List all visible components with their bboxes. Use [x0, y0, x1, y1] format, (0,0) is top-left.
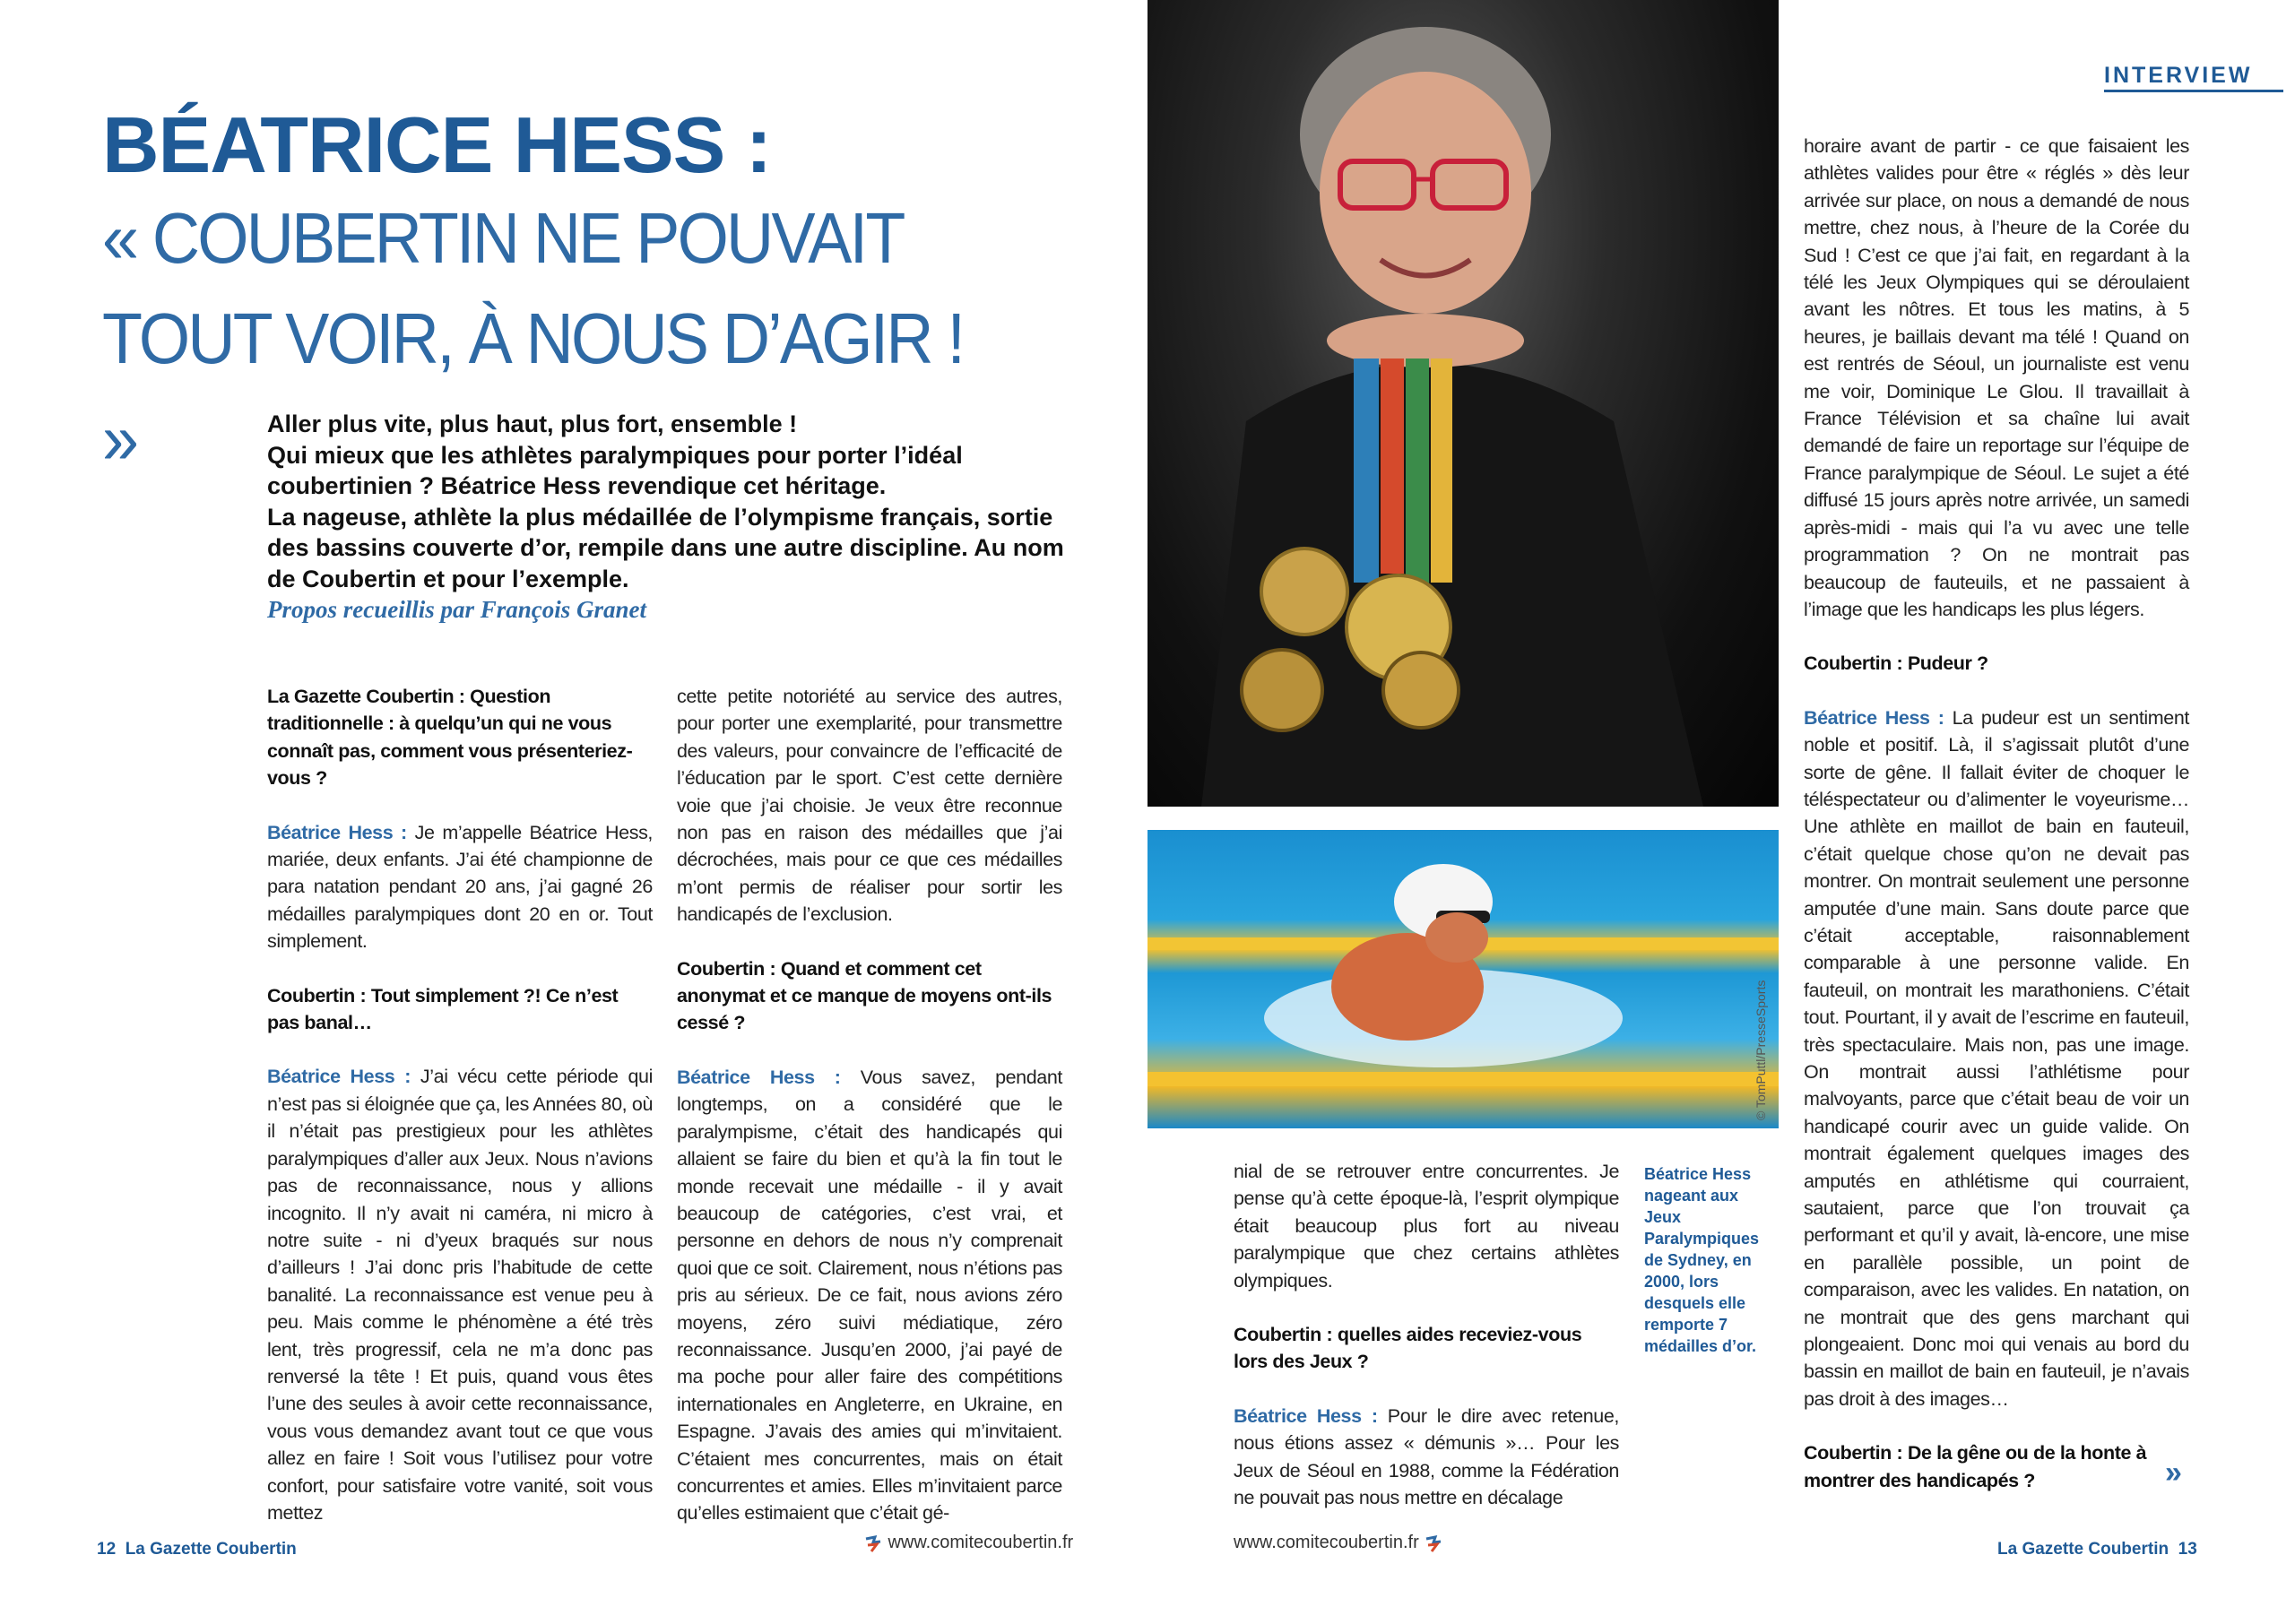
portrait-illustration: [1148, 0, 1779, 807]
text-column-4: [1804, 133, 2189, 1521]
answer-text: nial de se retrouver entre concurrentes. Je pense qu’à cette époque-là, l’esprit olympique était beaucoup plus fort au niveau paralympique que chez certains athlètes olympiques.: [1234, 1161, 1619, 1291]
interview-question: La Gazette Coubertin : Question traditionnelle : à quelqu’un qui ne vous connaît pas, comment vous présenteriez-vous ?: [267, 686, 633, 790]
interview-answer: [267, 1063, 653, 1526]
answer-text: Vous savez, pendant longtemps, on a considéré que le paralympisme, c’était des handicapés qui allaient se faire du bien et qu’à la fin tout le monde recevait une médaille - il y avait beaucoup de catégories, c’est vrai, et personne en dehors de nous n’y comprenait quoi que ce soit. Clairement, nous n’étions pas pris au sérieux. De ce fait, nous avions zéro moyens, zéro suivi médiatique, zéro reconnaissance. Jusqu’en 2000, j’ai payé de ma poche pour aller faire des compétitions internationales en Angleterre, en Ukraine, en Espagne. J’avais des amies qui m’invitaient. C’étaient mes concurrentes, mais on était concurrentes et amies. Elles m’invitaient parce qu’elles estimaient que c’était gé-: [677, 1066, 1062, 1525]
answer-text: Pour le dire avec retenue, nous étions assez « démunis »… Pour les Jeux de Séoul en 1988, comme la Fédération ne pouvait pas nous mettre en décalage: [1234, 1404, 1619, 1509]
answer-text: Je m’appelle Béatrice Hess, mariée, deux enfants. J’ai été championne de para natation pendant 20 ans, j’ai gagné 26 médailles paralympiques dont 20 en or. Tout simplement.: [267, 821, 653, 953]
article-intro: [267, 409, 1074, 626]
continue-arrow-icon: »: [2165, 1456, 2182, 1490]
answer-text: J’ai vécu cette période qui n’est pas si éloignée que ça, les Années 80, où il n’était pas prestigieux pour les athlètes paralympiques d’aller aux Jeux. Nous n’avions pas de reconnaissance, nous y allions incognito. Il n’y avait ni caméra, ni micro à notre suite - ni d’yeux braqués sur nous d’ailleurs ! J’ai donc pris l’habitude de cette banalité. La reconnaissance est venue peu à peu. Mais comme le phénomène a été très lent, très progressif, cela ne m’a donc pas renversé la tête ! Et puis, quand vous êtes l’une des seules à avoir cette reconnaissance, vous vous demandez avant tout ce que vous allez en faire ! Soit vous l’utilisez pour votre confort, pour satisfaire votre vanité, soit vous mettez: [267, 1066, 653, 1524]
text-column-3: [1234, 1158, 1619, 1538]
byline: Propos recueillis par François Granet: [267, 596, 647, 623]
website-link[interactable]: www.comitecoubertin.fr: [888, 1533, 1074, 1552]
speaker-name: Béatrice Hess :: [1804, 706, 1944, 729]
footer-left: [97, 1540, 297, 1559]
website-link[interactable]: www.comitecoubertin.fr: [1234, 1533, 1419, 1552]
intro-line: Qui mieux que les athlètes paralympiques pour porter l’idéal coubertinien ? Béatrice Hess revendique cet héritage.: [267, 441, 963, 499]
interview-question: Coubertin : quelles aides receviez-vous lors des Jeux ?: [1234, 1324, 1582, 1373]
portrait-photo: [1148, 0, 1779, 807]
publication-title-left: La Gazette Coubertin: [125, 1540, 297, 1559]
footer-url-left[interactable]: [862, 1533, 1073, 1555]
section-label: INTERVIEW: [2104, 63, 2253, 88]
interview-question: Coubertin : De la gêne ou de la honte à montrer des handicapés ?: [1804, 1442, 2147, 1491]
interview-question: Coubertin : Tout simplement ?! Ce n’est pas banal…: [267, 984, 619, 1034]
article-quote-title: « COUBERTIN NE POUVAIT TOUT VOIR, À NOUS D’AGIR ! »: [102, 198, 964, 479]
section-label-underline: [2104, 90, 2283, 92]
speaker-name: Béatrice Hess :: [677, 1066, 841, 1088]
swimming-photo: [1148, 830, 1779, 1128]
page-number-right: 13: [2178, 1540, 2197, 1559]
speaker-name: Béatrice Hess :: [267, 821, 407, 843]
photo-credit: © TomPuttl/PresseSports: [1754, 980, 1768, 1120]
speaker-name: Béatrice Hess :: [1234, 1404, 1378, 1427]
intro-line: Aller plus vite, plus haut, plus fort, ensemble !: [267, 410, 798, 437]
intro-line: La nageuse, athlète la plus médaillée de l’olympisme français, sortie des bassins couverte d’or, rempile dans une autre discipline. Au nom de Coubertin et pour l’exemple.: [267, 503, 1064, 592]
logo-icon: [862, 1533, 884, 1555]
answer-text: horaire avant de partir - ce que faisaient les athlètes valides pour être « réglés » dès leur arrivée sur place, on nous a demandé de nous mettre, chez nous, à l’heure de la Corée du Sud ! C’est ce que j’ai fait, en regardant à la télé les Jeux Olympiques qui se déroulaient avant les nôtres. Et tous les matins, à 5 heures, je baillais devant ma télé ! Quand on est rentrés de Séoul, un journaliste est venu me voir, Dominique Le Glou. Il travaillait à France Télévision et sa chaîne lui avait demandé de faire un reportage sur l’équipe de France paralympique de Séoul. Le sujet a été diffusé 15 jours après notre arrivée, un samedi après-midi - mais qui l’a vu avec une telle programmation ? On ne montrait pas beaucoup de fauteuils, et ne passaient à l’image que les handicaps les plus légers.: [1804, 135, 2189, 620]
answer-text: La pudeur est un sentiment noble et positif. Là, il s’agissait plutôt d’une sorte de gêne. Il fallait éviter de choquer le téléspectateur ou d’alimenter le voyeurisme… Une athlète en maillot de bain en fauteuil, c’était quelque chose qu’on ne devait pas montrer. On montrait seulement une personne amputée d’une main. Sans doute parce que c’était acceptable, raisonnablement comparable à une personne valide. En fauteuil, on montrait les marathoniens. C’était tout. Pourtant, il y avait de l’escrime en fauteuil, très spectaculaire. Mais non, pas une image. On montrait aussi l’athlétisme pour malvoyants, parce que c’était beau de voir un handicapé courir avec un guide valide. On montrait également quelques images des amputés en athlétisme qui courraient, sautaient, parce que l’on trouvait ça performant et qu’il y avait, là-encore, une mise en parallèle possible, un point de comparaison, avec les valides. En natation, on ne montrait que des gens marchant qui plongeaient. Donc moi qui venais au bord du bassin en maillot de bain en fauteuil, je n’avais pas droit à des images…: [1804, 706, 2189, 1410]
logo-icon: [1423, 1533, 1444, 1555]
speaker-name: Béatrice Hess :: [267, 1066, 411, 1088]
interview-answer: [1234, 1158, 1619, 1294]
interview-answer: [677, 683, 1062, 929]
publication-title-right: La Gazette Coubertin: [1997, 1540, 2169, 1559]
article-title: BÉATRICE HESS :: [102, 100, 772, 189]
text-column-1: [267, 683, 653, 1553]
interview-answer: [1234, 1403, 1619, 1512]
interview-question: Coubertin : Quand et comment cet anonymat et ce manque de moyens ont-ils cessé ?: [677, 957, 1052, 1034]
swimming-illustration: [1148, 830, 1779, 1128]
photo-caption: Béatrice Hess nageant aux Jeux Paralympiques de Sydney, en 2000, lors desquels elle remporte 7 médailles d’or.: [1644, 1165, 1760, 1355]
page-number-left: 12: [97, 1540, 117, 1559]
interview-answer: [267, 819, 653, 955]
interview-answer: [677, 1064, 1062, 1527]
interview-answer: [1804, 133, 2189, 623]
footer-right: [1997, 1540, 2197, 1559]
footer-url-right[interactable]: [1234, 1533, 1444, 1555]
text-column-2: [677, 683, 1062, 1554]
answer-text: cette petite notoriété au service des autres, pour porter une exemplarité, pour transmettre des valeurs, pour convaincre de l’efficacité de l’éducation par le sport. C’est cette dernière voie que j’ai choisie. Je veux être reconnue non pas en raison des médailles que j’ai décrochées, mais pour ce que ces médailles m’ont permis de réaliser pour sortir les handicapés de l’exclusion.: [677, 686, 1062, 926]
interview-question: Coubertin : Pudeur ?: [1804, 652, 1988, 675]
interview-answer: [1804, 704, 2189, 1413]
